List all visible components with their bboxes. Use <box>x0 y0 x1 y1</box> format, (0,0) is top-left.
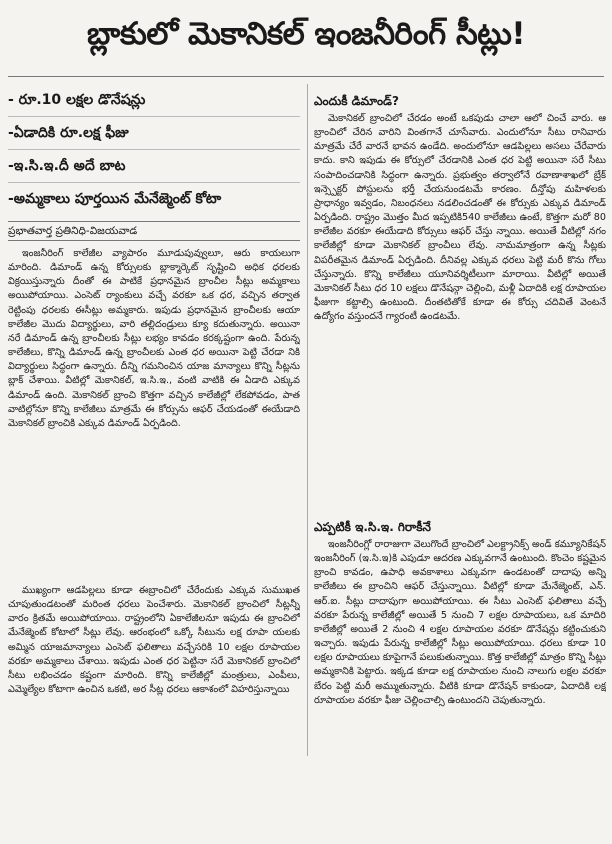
highlight-item: - రూ.10 లక్షల డొనేషన్లు <box>8 84 300 117</box>
section-heading: ఎందుకీ డిమాండ్? <box>314 94 399 108</box>
byline: ప్రభాతవార్త ప్రతినిధి-విజయవాడ <box>8 221 300 241</box>
headline-rule <box>8 76 604 77</box>
body-paragraph: ఇంజనీరింగ్ కాలేజీల వ్యాపారం మూడుపువ్వులూ, ఆరు కాయలుగా మారింది. డిమాండ్ ఉన్న కోర్సులకు బ్లాక్మార్కెట్ సృష్టించి అధిక ధరలకు విక్రయిస్తున్నారు దీంతో ఈ పాటికే ప్రధానమైన బ్రాంచీల సీట్లు అమ్మకాలు అయిపోయాయి. ఎంసెట్ ర్యాంకులు వచ్చే వరకూ ఒక ధర, వచ్చిన తర్వాత రెట్టింపు ధరలకు ఈసీట్లు అమ్మకారు. ఇపుడు ప్రధానమైన బ్రాంచీలకు ఆయా కాలేజీల మెుదు విద్యార్థులు, వారి తల్లిదండ్రులు క్యూ కదుతున్నారు. అయినా నరే డిమాండ్ ఉన్న బ్రాంచీలకు సీట్లు లభ్యం కావడం కరక్కష్టంగా ఉంది. పేరున్న కాలేజీలు, కొన్ని డిమాండ్ ఉన్న బ్రాంచీలకు ఎంత ధర అయినా పెట్టి చేరడా నికి విద్యార్థులు సిద్ధంగా ఉన్నారు. దీన్ని గమనించిన యాజ మాన్యాలు కొన్ని సీట్లను బ్లాక్ చేశాయి. వీటిల్లో మెకానికల్, ఇ.సి.ఇ., వంటి వాటికి ఈ ఏడాది ఎక్కువ డిమాండ్ ఉంది. మెకానికల్ బ్రాంచి కొత్తగా వచ్చిన కాలేజీల్లో లేకపోవడం, పాత వాటిల్లోనూ కొన్ని కాలేజీలు మాత్రమే ఈ కోర్సును ఆఫర్ చేయడంతో ఈయేడాది మెకానికల్ బ్రాంచికి ఎక్కువ డిమాండ్ ఏర్పడింది. <box>8 248 300 429</box>
right-column <box>314 84 606 758</box>
highlights-list <box>8 84 300 215</box>
left-column <box>8 84 300 844</box>
column-divider <box>307 84 308 756</box>
body-paragraph: ముఖ్యంగా ఆడపిల్లలు కూడా ఈబ్రాంచిలో చేరేందుకు ఎక్కువ సుముఖత చూపుతుండటంతో మరింత ధరలు పెంచేశారు. మెకానికల్ బ్రాంచిలో సీట్లన్నీ వారం క్రితమే అయిపోయాయి. రాష్ట్రంలోని ఏకాలేజీలనూ ఇపుడు ఈ బ్రాంచిలో మేనేజ్మెంట్ కోటాలో సీట్లు లేవు. ఆరంభంలో ఒక్కో సీటును లక్ష రూపా యలకు అమ్మిన యాజమాన్యాలు ఎంసెట్ ఫలితాలు వచ్చేసరికి 10 లక్షల రూపాయల వరకూ అమ్మకాలు చేశాయి. ఇపుడు ఎంత ధర పెట్టినా సరే మెకానికల్ బ్రాంచిలో సీటు లభించడం కష్టంగా మారింది. కొన్ని కాలేజీల్లో మంత్రులు, ఎంపీలు, ఎమ్మెల్యేల కోటాగా ఉంచిన ఒకటి, అర సీట్ల ధరలు ఆకాశంలో విహరిస్తున్నాయి <box>8 585 300 696</box>
body-paragraph: ఇంజనీరింగ్లో రారాజుగా వెలుగొందే బ్రాంచిలో ఎలక్ట్రానిక్స్ అండ్ కమ్యూనికేషన్ ఇంజనీరింగ్ (ఇ.సి.ఇ)కి ఎపుడూ ఆదరణ ఎక్కువగానే ఉంటుంది. కొంచెం కష్టమైన బ్రాంచి కావడం, ఉపాధి అవకాశాలు ఎక్కువగా ఉండటంతో దాదాపు అన్ని కాలేజీలు ఈ బ్రాంచిని ఆఫర్ చేస్తున్నాయి. వీటిల్లో కూడా మేనేజ్మెంట్, ఎన్. ఆర్.ఐ. సీట్లు దాదాపుగా అయిపోయాయి. ఈ సీటు ఎంసెట్ ఫలితాలు వచ్చే వరకూ పేరున్న కాలేజీల్లో అయితే 5 నుంచి 7 లక్షల రూపాయలు, ఒక మాదిరి కాలేజీల్లో అయితే 2 నుంచి 4 లక్షల రూపాయల వరకూ డొనేషన్లు కట్టించుకుని ఇచ్చారు. ఇపుడు పేరున్న కాలేజీల్లో సీట్లు అయిపోయాయి. ధరలు కూడా 10 లక్షల రూపాయలు కూపైగానే పలుకుతున్నాయి. కొత్త కాలేజీల్లో మాత్రం కొన్ని సీట్లు అమ్మకానికి పెట్టారు. ఇక్కడ కూడా లక్ష రూపాయల నుంచి నాలుగు లక్షల వరకూ బేరం పెట్టి మరీ అమ్ముతున్నారు. వీటికి కూడా డొనేషన్ కాకుండా, ఏదాదికి లక్ష రూపాయల వరకూ ఫీజు చెల్లించాల్సి ఉంటుందని చెపుతున్నారు. <box>314 539 606 706</box>
section-heading: ఎప్పటికీ ఇ.సి.ఇ. గిరాకీనే <box>314 520 431 534</box>
highlight-item: -అమ్మకాలు పూర్తయిన మేనేజ్మెంట్ కోటా <box>8 191 222 207</box>
highlight-item: -ఏడాదికి రూ.లక్ష ఫీజు <box>8 117 300 150</box>
body-paragraph: మెకానికల్ బ్రాంచిలో చేరడం అంటే ఒకపుడు చాలా ఆలో చించే వారు. ఆ బ్రాంచిలో చేరిన వారిని వింతగానే చూసేవారు. ఎందులోనూ సీటు రానివారు మాత్రమే చేరే వారనే భావన ఉండేది. అందులోనూ ఆడపిల్లలు అసలు చేరేవారు కాదు. కాని ఇపుడు ఈ కోర్సులో చేరడానికి ఎంత ధర పెట్టి అయినా సరే సీటు సంపాదించడానికి సిద్ధంగా ఉన్నారు. ప్రభుత్వం తర్వాలోనే రవాణాశాఖలో బ్రేక్ ఇన్స్పెక్టర్ పోస్టులను భర్తీ చేయనుండటమే కారణం. దీన్తోపు మహిళలకు ప్రాధాన్యం ఇవ్వడం, నిబంధనలు నడలించడంతో ఈ కోర్సుకు ఎక్కువ డిమాండ్ ఏర్పడింది. రాష్ట్రం మొత్తం మీద ఇప్పటికి540 కాలేజీలు ఉంటే, కొత్తగా మరో 80 కాలేజీల వరకూ ఈయేడాది కోర్సులు ఆఫర్ చేస్తు న్నాయి. అయితే వీటిల్లో నగం కాలేజీల్లో కూడా మెకానికల్ బ్రాంచీలు లేవు. నామమాత్రంగా ఉన్న సీట్లకు విపరీతమైన డిమాండ్ ఏర్పడింది. దీనివల్ల ఎక్కువ ధరలు పెట్టి మరీ కొను గోలు చేస్తున్నారు. కొన్ని కాలేజీలు యూనివర్శిటీలుగా మారాయి. వీటిల్లో అయితే మెకానికల్ సీటు ధర 10 లక్షలు డొనేషన్గా చెల్లించి, మళ్లీ ఏదాదికి లక్ష రూపాయల ఫీజుగా కట్టాల్సి ఉంటుంది. దీంతటితోకే కూడా ఈ కోర్సు చదివితే వెంటనే ఉద్యోగం వస్తుందనే గ్యారంటీ ఉండటమే. <box>314 113 606 323</box>
highlight-item: -ఇ.సి.ఇ.దీ అదే బాట <box>8 150 300 183</box>
headline: బ్లాకులో మెకానికల్ ఇంజనీరింగ్ సీట్లు! <box>87 15 525 52</box>
